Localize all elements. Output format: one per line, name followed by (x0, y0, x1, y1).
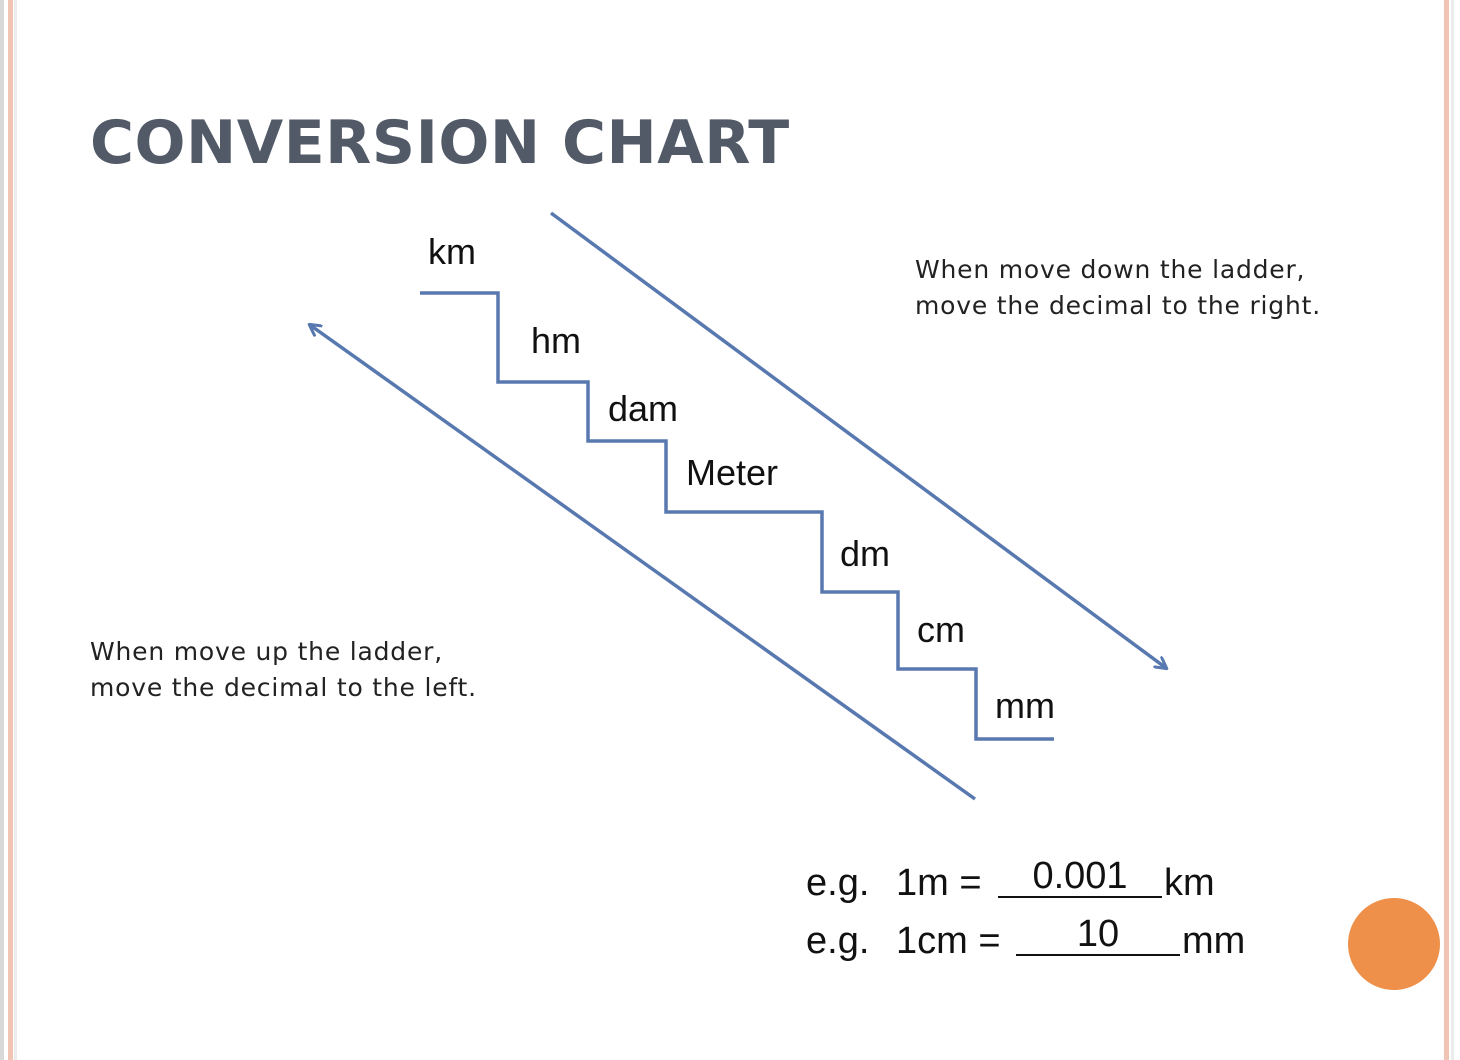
example-unit: mm (1182, 920, 1246, 962)
note-move-down (915, 252, 1321, 324)
note-move-up-line2: move the decimal to the left. (90, 673, 477, 702)
note-move-up-line1: When move up the ladder, (90, 637, 443, 666)
unit-label-dam: dam (608, 388, 679, 429)
example-prefix: e.g. (806, 862, 870, 904)
example-answer: 10 (1016, 914, 1180, 956)
unit-label-km: km (428, 231, 476, 272)
note-move-down-line2: move the decimal to the right. (915, 291, 1321, 320)
example-lhs: 1cm = (896, 920, 1001, 962)
unit-label-hm: hm (531, 320, 582, 361)
accent-circle (1348, 898, 1440, 990)
unit-label-cm: cm (917, 609, 965, 650)
example-answer: 0.001 (998, 856, 1162, 898)
unit-label-dm: dm (840, 533, 891, 574)
example-lhs: 1m = (896, 862, 982, 904)
example-unit: km (1164, 862, 1215, 904)
unit-label-meter: Meter (686, 452, 779, 493)
example-prefix: e.g. (806, 920, 870, 962)
unit-label-mm: mm (995, 685, 1055, 726)
note-move-down-line1: When move down the ladder, (915, 255, 1306, 284)
slide-title: CONVERSION CHART (90, 108, 790, 178)
note-move-up (90, 634, 477, 706)
